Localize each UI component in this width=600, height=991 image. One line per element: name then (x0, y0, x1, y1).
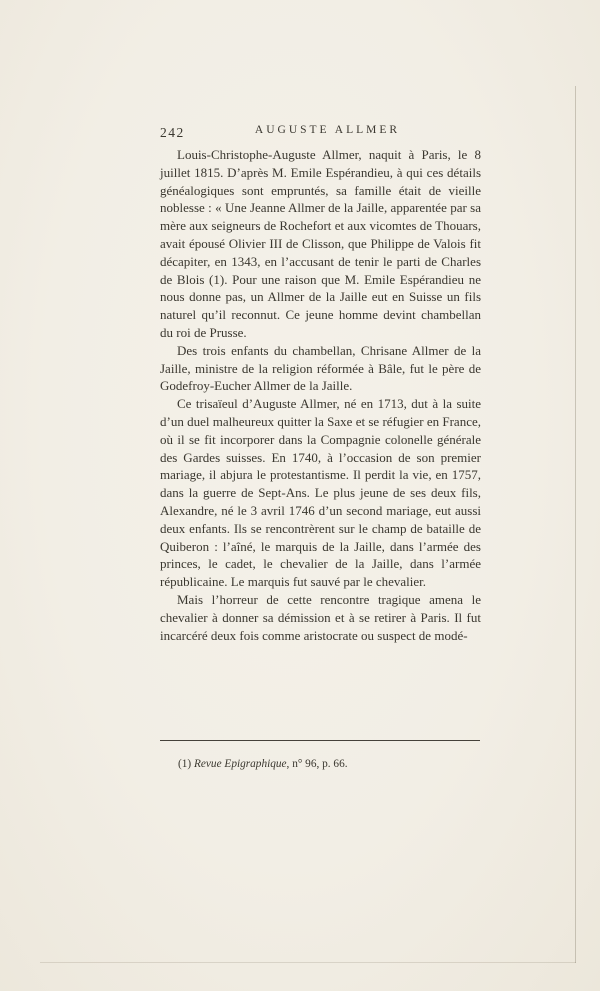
text-block (160, 146, 481, 644)
page-edge-bottom (40, 962, 576, 963)
paragraph-4: Mais l’horreur de cette rencontre tragique amena le chevalier à donner sa démission et à se retirer à Paris. Il fut incarcéré deux fois comme aristocrate ou suspect de modé- (160, 591, 481, 643)
footnote-rule (160, 740, 480, 741)
page-number: 242 (160, 125, 185, 140)
paragraph-1: Louis-Christophe-Auguste Allmer, naquit à Paris, le 8 juillet 1815. D’après M. Emile Espérandieu, à qui ces détails généalogiques sont empruntés, sa famille était de vieille noblesse : « Une Jeanne Allmer de la Jaille, apparentée par sa mère aux seigneurs de Rochefort et aux vicomtes de Thouars, avait épousé Olivier III de Clisson, que Philippe de Valois fit décapiter, en 1343, en l’accusant de tenir le parti de Charles de Blois (1). Pour une raison que M. Emile Espérandieu ne nous donne pas, un Allmer de la Jaille eut en Suisse un fils naturel qu’il reconnut. Ce jeune homme devint chambellan du roi de Prusse. (160, 147, 481, 340)
paragraph-3: Ce trisaïeul d’Auguste Allmer, né en 1713, dut à la suite d’un duel malheureux quitter la Saxe et se réfugier en France, où il se fit incorporer dans la Compagnie colonelle générale des Gardes suisses. En 1740, à l’occasion de son premier mariage, il abjura le protestantisme. Il perdit la vie, en 1757, dans la guerre de Sept-Ans. Le plus jeune de ses deux fils, Alexandre, né le 3 avril 1746 d’un second mariage, eut aussi deux enfants. Ils se rencontrèrent sur le champ de bataille de Quiberon : l’aîné, le marquis de la Jaille, dans l’armée des princes, le cadet, le chevalier de la Jaille, dans l’armée républicaine. Le marquis fut sauvé par le chevalier. (160, 396, 481, 590)
page-edge-right (575, 86, 576, 963)
footnote-marker: (1) (178, 758, 194, 770)
footnote-reference: , n° 96, p. 66. (286, 758, 348, 770)
running-title: AUGUSTE ALLMER (254, 124, 401, 136)
page-header (160, 124, 481, 142)
footnote (160, 757, 498, 772)
footnote-work-title: Revue Epigraphique (194, 758, 287, 770)
paragraph-2: Des trois enfants du chambellan, Chrisane Allmer de la Jaille, ministre de la religion réformée à Bâle, fut le père de Godefroy-Eucher Allmer de la Jaille. (160, 342, 481, 394)
